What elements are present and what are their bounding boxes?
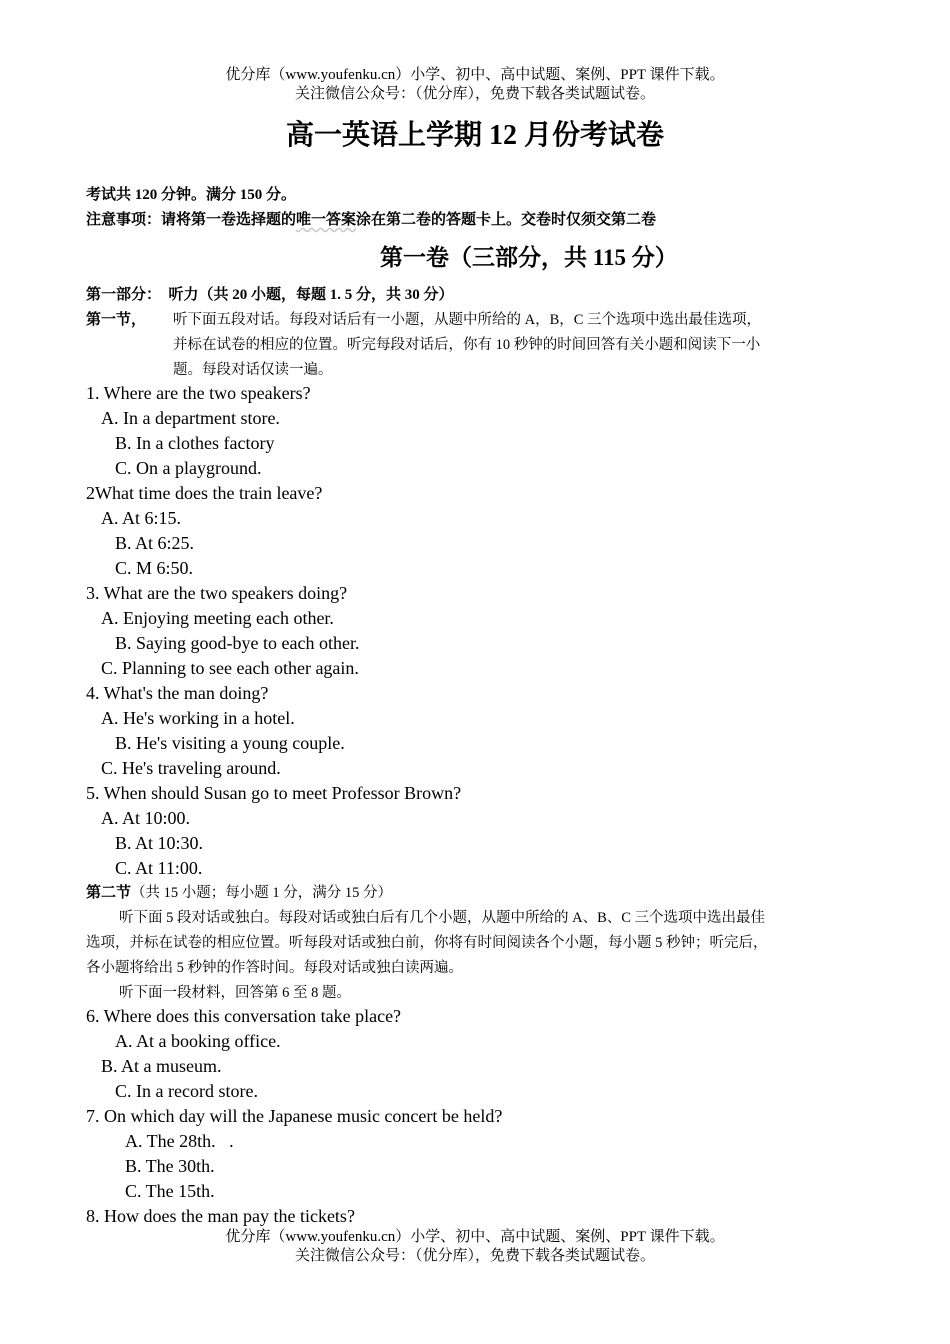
sec2-label: 第二节 [86, 885, 132, 901]
option: B. Saying good-bye to each other. [115, 633, 360, 653]
part1-heading: 第一部分： 听力（共 20 小题，每题 1. 5 分，共 30 分） [86, 287, 454, 303]
option: C. In a record store. [115, 1081, 258, 1101]
sec1-label: 第一节， [86, 312, 147, 328]
option: C. M 6:50. [115, 558, 194, 578]
exam-info: 考试共 120 分钟。满分 150 分。 [86, 187, 297, 203]
option: A. At 10:00. [101, 808, 191, 828]
option: A. At a booking office. [115, 1031, 281, 1051]
site-footer-line2: 关注微信公众号：（优分库），免费下载各类试题试卷。 [294, 1248, 655, 1264]
option: C. He's traveling around. [101, 758, 281, 778]
sec2-line: 各小题将给出 5 秒钟的作答时间。每段对话或独白读两遍。 [86, 960, 463, 976]
option: A. He's working in a hotel. [101, 708, 295, 728]
option: A. The 28th. . [125, 1131, 234, 1151]
option: B. At 10:30. [115, 833, 204, 853]
question-text: 7. On which day will the Japanese music concert be held? [86, 1106, 503, 1126]
page-title: 高一英语上学期 12 月份考试卷 [285, 120, 664, 151]
option: B. In a clothes factory [115, 433, 275, 453]
site-footer-line1: 优分库（www.youfenku.cn）小学、初中、高中试题、案例、PPT 课件下载。 [225, 1229, 725, 1245]
sec1-line: 并标在试卷的相应的位置。听完每段对话后，你有 10 秒钟的时间回答有关小题和阅读下一小 [173, 337, 761, 353]
option: C. The 15th. [125, 1181, 215, 1201]
question-text: 4. What's the man doing? [86, 683, 269, 703]
sec2-heading [86, 881, 392, 902]
option: B. At 6:25. [115, 533, 195, 553]
option: B. The 30th. [125, 1156, 215, 1176]
question-text: 5. When should Susan go to meet Professor Brown? [86, 783, 462, 803]
option: A. At 6:15. [101, 508, 182, 528]
site-header-line1: 优分库（www.youfenku.cn）小学、初中、高中试题、案例、PPT 课件下载。 [225, 67, 725, 83]
volume-title: 第一卷（三部分，共 115 分） [380, 245, 678, 270]
option: B. He's visiting a young couple. [115, 733, 345, 753]
sec2-line: 听下面一段材料，回答第 6 至 8 题。 [119, 985, 351, 1001]
question-text: 1. Where are the two speakers? [86, 383, 311, 403]
question-text: 6. Where does this conversation take place? [86, 1006, 402, 1026]
option: A. In a department store. [101, 408, 280, 428]
site-header-line2: 关注微信公众号：（优分库），免费下载各类试题试卷。 [294, 86, 655, 102]
question-text: 2What time does the train leave? [86, 483, 323, 503]
sec2-line: 听下面 5 段对话或独白。每段对话或独白后有几个小题，从题中所给的 A、B、C 三个选项中选出最佳 [119, 910, 766, 926]
sec1-line: 题。每段对话仅读一遍。 [173, 362, 333, 378]
option: A. Enjoying meeting each other. [101, 608, 334, 628]
sec2-detail: （共 15 小题；每小题 1 分，满分 15 分） [131, 885, 393, 901]
option: C. Planning to see each other again. [101, 658, 359, 678]
exam-notice [86, 208, 656, 229]
sec1-line: 听下面五段对话。每段对话后有一小题，从题中所给的 A，B，C 三个选项中选出最佳选项， [173, 312, 762, 328]
notice-mark: 唯一答案 [296, 212, 357, 228]
option: C. On a playground. [115, 458, 262, 478]
option: B. At a museum. [101, 1056, 222, 1076]
sec2-line: 选项，并标在试卷的相应位置。听每段对话或独白前，你将有时间阅读各个小题，每小题 5 秒钟；听完后， [86, 935, 768, 951]
option: C. At 11:00. [115, 858, 203, 878]
notice-pre: 注意事项：请将第一卷选择题的 [86, 212, 297, 228]
notice-post: 涂在第二卷的答题卡上。交卷时仅须交第二卷 [356, 212, 657, 228]
question-text: 8. How does the man pay the tickets? [86, 1206, 355, 1226]
question-text: 3. What are the two speakers doing? [86, 583, 348, 603]
